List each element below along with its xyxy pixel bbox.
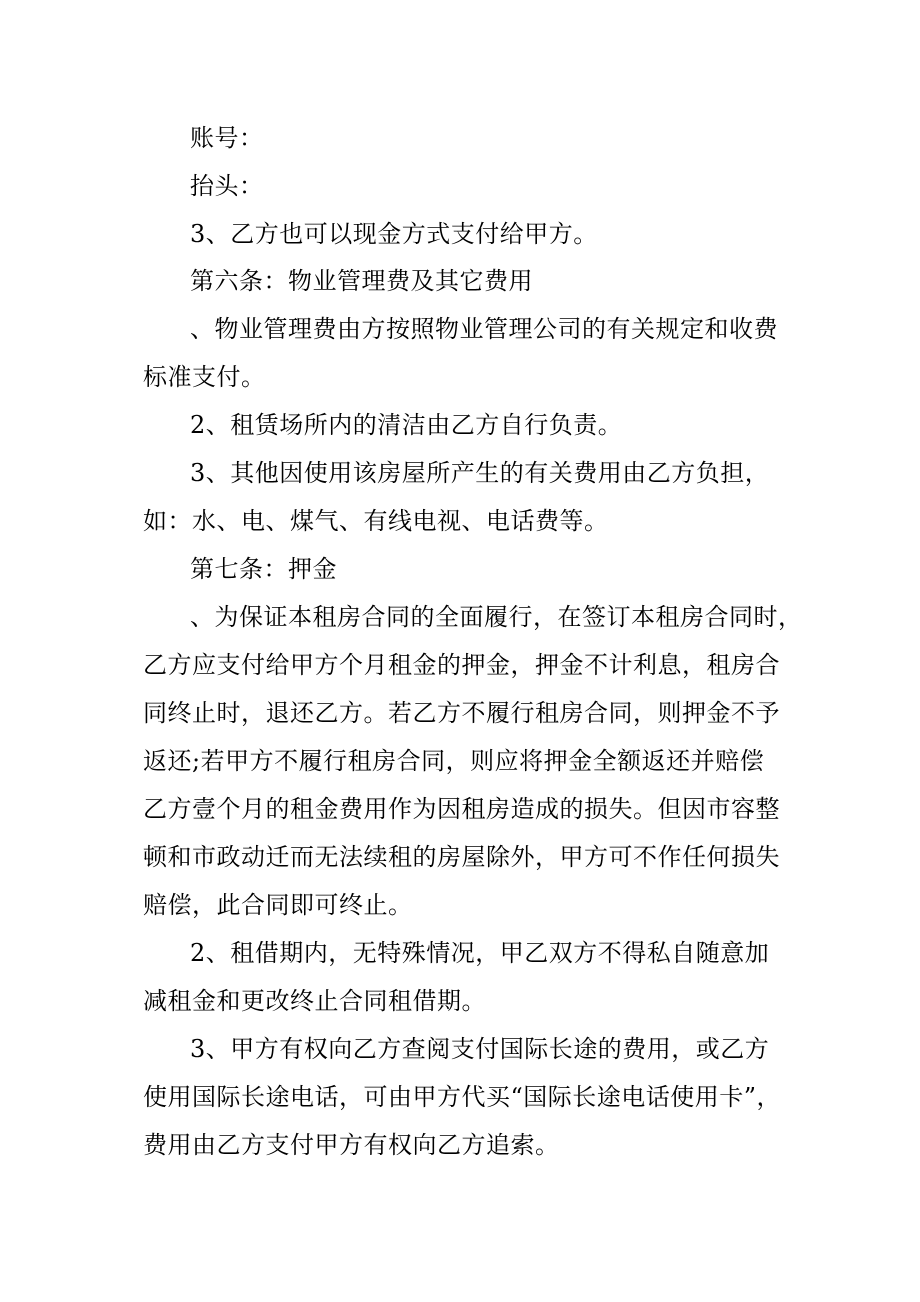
clause-text-line: 同终止时，退还乙方。若乙方不履行租房合同，则押金不予	[143, 699, 780, 727]
clause-text-line: 、为保证本租房合同的全面履行，在签订本租房合同时，	[190, 603, 803, 631]
clause-text-line: 赔偿，此合同即可终止。	[143, 891, 413, 919]
clause-text-line: 3、乙方也可以现金方式支付给甲方。	[190, 220, 598, 248]
article-six-heading: 第六条：物业管理费及其它费用	[190, 267, 533, 295]
clause-text-line: 如：水、电、煤气、有线电视、电话费等。	[143, 507, 609, 535]
article-seven-heading: 第七条：押金	[190, 555, 337, 583]
clause-text-line: 乙方壹个月的租金费用作为因租房造成的损失。但因市容整	[143, 795, 780, 823]
clause-text-line: 、物业管理费由方按照物业管理公司的有关规定和收费	[190, 315, 778, 343]
clause-text-line: 3、其他因使用该房屋所产生的有关费用由乙方负担，	[190, 459, 770, 487]
clause-text-line: 标准支付。	[143, 363, 266, 391]
clause-text-line: 使用国际长途电话，可由甲方代买“国际长途电话使用卡”，	[143, 1083, 782, 1111]
clause-text-line: 3、甲方有权向乙方查阅支付国际长途的费用，或乙方	[190, 1035, 770, 1063]
clause-text-line: 顿和市政动迁而无法续租的房屋除外，甲方可不作任何损失	[143, 843, 780, 871]
account-number-label: 账号：	[190, 124, 264, 152]
clause-text-line: 2、租赁场所内的清洁由乙方自行负责。	[190, 411, 623, 439]
clause-text-line: 费用由乙方支付甲方有权向乙方追索。	[143, 1131, 560, 1159]
clause-text-line: 减租金和更改终止合同租借期。	[143, 987, 486, 1015]
payee-title-label: 抬头：	[190, 172, 264, 200]
clause-text-line: 乙方应支付给甲方个月租金的押金，押金不计利息，租房合	[143, 651, 780, 679]
clause-text-line: 2、租借期内，无特殊情况，甲乙双方不得私自随意加	[190, 939, 770, 967]
clause-text-line: 返还;若甲方不履行租房合同，则应将押金全额返还并赔偿	[143, 747, 765, 775]
